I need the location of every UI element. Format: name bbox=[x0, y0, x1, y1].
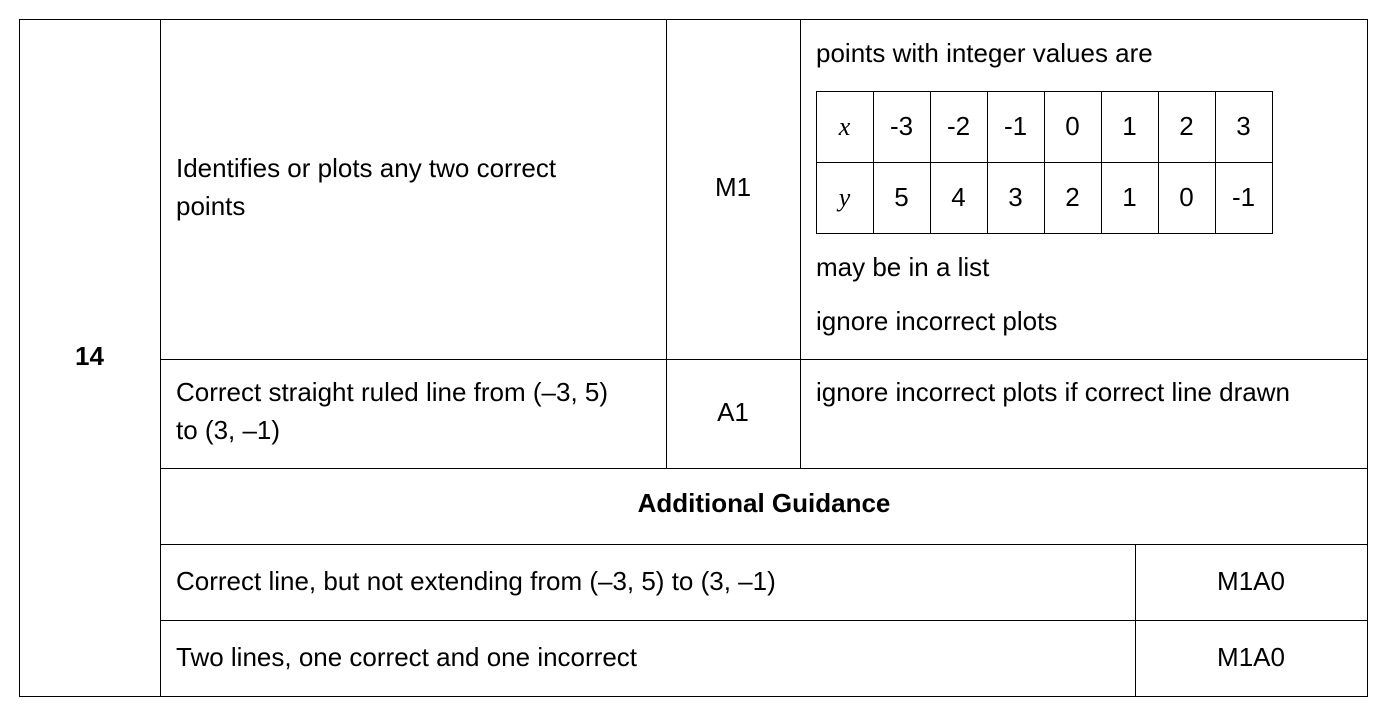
divider-comment-col bbox=[800, 19, 801, 469]
row1-note-list: may be in a list bbox=[816, 252, 990, 282]
x-value: 0 bbox=[1065, 111, 1080, 141]
x-value: 2 bbox=[1179, 111, 1194, 141]
x-value: -1 bbox=[1003, 111, 1028, 141]
guidance-item-text: Correct line, but not extending from (–3, 5) to (3, –1) bbox=[176, 566, 776, 596]
row1-comment-intro: points with integer values are bbox=[816, 38, 1153, 68]
y-value: 5 bbox=[894, 182, 909, 212]
guidance-item-mark: M1A0 bbox=[1217, 566, 1285, 596]
divider-row2 bbox=[160, 468, 1368, 469]
y-value: 4 bbox=[951, 182, 966, 212]
guidance-title: Additional Guidance bbox=[637, 488, 891, 518]
row1-description-line2: points bbox=[176, 191, 246, 221]
x-value: -2 bbox=[946, 111, 971, 141]
divider-guidance-item bbox=[160, 620, 1368, 621]
x-label: x bbox=[838, 111, 851, 141]
question-number: 14 bbox=[75, 341, 104, 371]
y-label: y bbox=[838, 182, 851, 212]
border-right bbox=[1367, 19, 1368, 697]
y-value: 3 bbox=[1008, 182, 1023, 212]
border-top bbox=[19, 19, 1368, 20]
y-value: 2 bbox=[1065, 182, 1080, 212]
row2-mark: A1 bbox=[717, 397, 749, 427]
row2-description-line1: Correct straight ruled line from (–3, 5) bbox=[176, 377, 609, 407]
row1-description-line1: Identifies or plots any two correct bbox=[176, 153, 557, 183]
divider-guidance-title bbox=[160, 544, 1368, 545]
border-bottom bbox=[19, 696, 1368, 697]
row1-note-ignore: ignore incorrect plots bbox=[816, 306, 1058, 336]
y-value: 0 bbox=[1179, 182, 1194, 212]
row2-comment: ignore incorrect plots if correct line drawn bbox=[816, 377, 1290, 407]
x-value: -3 bbox=[889, 111, 914, 141]
x-value: 1 bbox=[1122, 111, 1137, 141]
row1-mark: M1 bbox=[714, 172, 752, 202]
divider-question-col bbox=[160, 19, 161, 697]
divider-row1 bbox=[160, 359, 1368, 360]
row2-description-line2: to (3, –1) bbox=[176, 415, 281, 445]
guidance-item-text: Two lines, one correct and one incorrect bbox=[176, 642, 638, 672]
y-value: -1 bbox=[1231, 182, 1256, 212]
y-value: 1 bbox=[1122, 182, 1137, 212]
x-value: 3 bbox=[1236, 111, 1251, 141]
guidance-item-mark: M1A0 bbox=[1217, 642, 1285, 672]
